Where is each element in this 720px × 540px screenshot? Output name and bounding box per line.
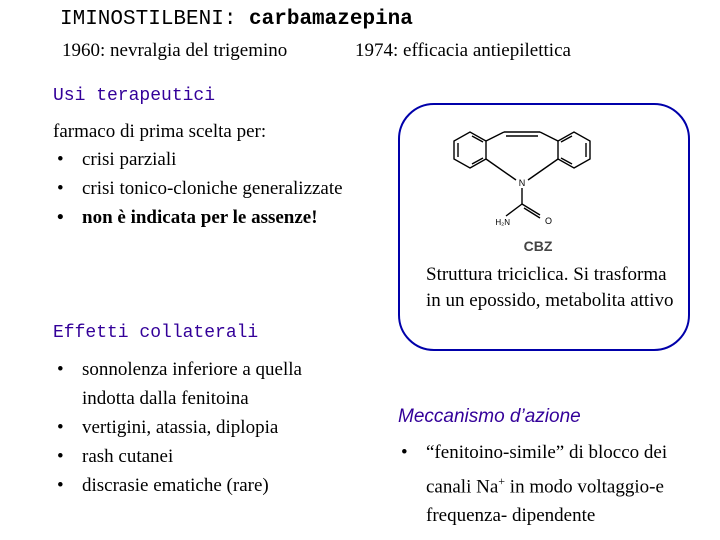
list-item: • vertigini, atassia, diplopia — [53, 413, 343, 442]
uses-intro: farmaco di prima scelta per: — [53, 121, 267, 142]
structure-label: CBZ — [523, 238, 553, 254]
title-drug: carbamazepina — [249, 8, 413, 31]
carbamazepine-structure — [450, 128, 610, 258]
sodium-charge: + — [498, 474, 506, 488]
list-item: • non è indicata per le assenze! — [53, 203, 343, 232]
mechanism-heading: Meccanismo d’azione — [398, 406, 581, 427]
list-item: • sonnolenza inferiore a quella indotta dalla fenitoina — [53, 355, 343, 413]
list-item: • discrasie ematiche (rare) — [53, 471, 343, 500]
uses-list — [53, 145, 343, 232]
atom-n: N — [518, 178, 526, 188]
structure-caption: Struttura triciclica. Si trasforma in un epossido, metabolita attivo — [426, 264, 674, 311]
list-item: • crisi tonico-cloniche generalizzate — [53, 174, 343, 203]
list-item: • crisi parziali — [53, 145, 343, 174]
list-item: • rash cutanei — [53, 442, 343, 471]
atom-nh2: H₂N — [495, 218, 510, 227]
slide-title — [60, 8, 413, 31]
effects-heading: Effetti collaterali — [53, 323, 259, 343]
list-item — [397, 438, 717, 530]
right-ring — [558, 132, 590, 168]
mechanism-list — [397, 438, 717, 530]
uses-heading: Usi terapeutici — [53, 86, 216, 106]
left-ring — [454, 132, 486, 168]
subtitle-1974: 1974: efficacia antiepilettica — [355, 40, 571, 61]
effects-list — [53, 355, 343, 500]
title-prefix: IMINOSTILBENI: — [60, 8, 237, 31]
mechanism-text-2: in modo voltaggio-e frequenza- dipendente — [426, 476, 664, 527]
subtitle-1960: 1960: nevralgia del trigemino — [62, 40, 288, 61]
atom-o: O — [545, 216, 553, 226]
mechanism-text-1: “fenitoino-simile” di blocco dei canali Na — [426, 442, 668, 498]
